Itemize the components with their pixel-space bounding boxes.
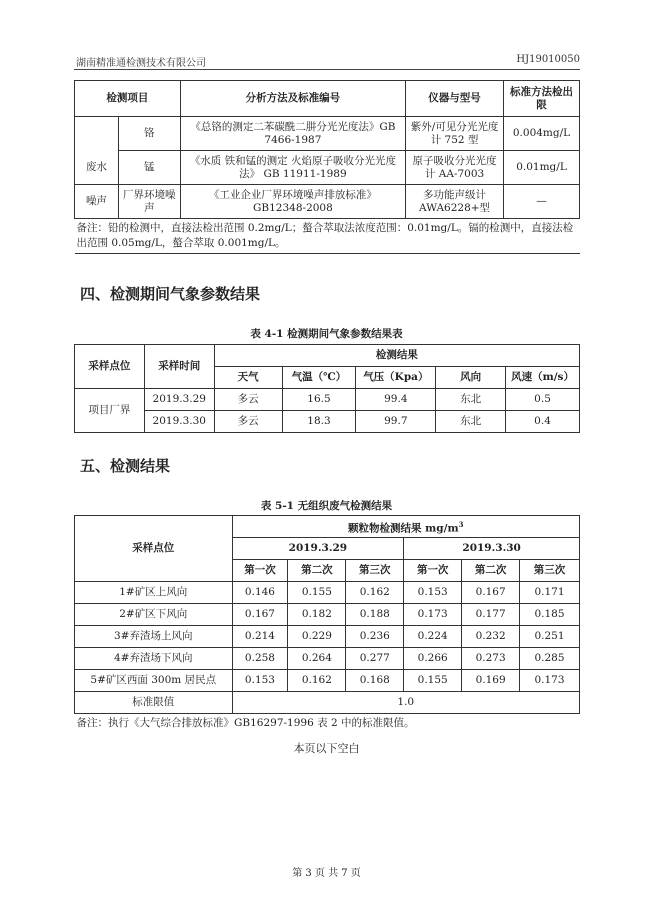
- value-cell: 0.153: [404, 582, 462, 604]
- th-time: 第三次: [520, 560, 580, 582]
- value-cell: 0.224: [404, 626, 462, 648]
- table-note: 备注：执行《大气综合排放标准》GB16297-1996 表 2 中的标准限值。: [75, 714, 580, 734]
- table-row: [75, 117, 580, 151]
- value-cell: 0.264: [288, 648, 346, 670]
- site-cell: 项目厂界: [75, 389, 145, 433]
- weather-cell: 多云: [214, 389, 282, 411]
- th-wind-speed: 风速（m/s）: [506, 367, 580, 389]
- th-item: 检测项目: [75, 81, 181, 117]
- table-row: [75, 389, 580, 411]
- value-cell: 0.173: [404, 604, 462, 626]
- th-time: 第三次: [346, 560, 404, 582]
- value-cell: 0.188: [346, 604, 404, 626]
- weather-cell: 多云: [214, 411, 282, 433]
- th-result: 颗粒物检测结果 $mg/m^3$: [232, 516, 580, 538]
- item-cell: 厂界环境噪声: [118, 185, 180, 219]
- value-cell: 0.153: [232, 670, 288, 692]
- table-note-row: [75, 219, 580, 254]
- value-cell: 0.182: [288, 604, 346, 626]
- value-cell: 0.171: [520, 582, 580, 604]
- value-cell: 0.273: [462, 648, 520, 670]
- table-row: [75, 670, 580, 692]
- value-cell: 0.155: [404, 670, 462, 692]
- value-cell: 0.258: [232, 648, 288, 670]
- th-limit: 标准方法检出限: [504, 81, 580, 117]
- wind-speed-cell: 0.4: [506, 411, 580, 433]
- weather-table: [74, 344, 580, 433]
- value-cell: 0.167: [462, 582, 520, 604]
- site-cell: 1#矿区上风向: [75, 582, 233, 604]
- th-pressure: 气压（Kpa）: [356, 367, 436, 389]
- page-footer: 第 3 页 共 7 页: [292, 868, 361, 879]
- dust-result-table: [74, 515, 580, 733]
- value-cell: 0.214: [232, 626, 288, 648]
- table-row: [75, 582, 580, 604]
- limit-cell: —: [504, 185, 580, 219]
- value-cell: 0.146: [232, 582, 288, 604]
- table-note: 备注：铅的检测中，直接法检出范围 0.2mg/L；螯合萃取法浓度范围：0.01mg/L。镉的检测中，直接法检出范围 0.05mg/L，螯合萃取 0.001mg/L。: [75, 219, 580, 254]
- th-time: 第一次: [404, 560, 462, 582]
- site-cell: 5#矿区西面 300m 居民点: [75, 670, 233, 692]
- date-cell: 2019.3.29: [144, 389, 214, 411]
- table-row: [75, 151, 580, 185]
- value-cell: 0.236: [346, 626, 404, 648]
- table-row: [75, 185, 580, 219]
- value-cell: 0.177: [462, 604, 520, 626]
- th-wind-dir: 风向: [436, 367, 506, 389]
- th-site: 采样点位: [75, 516, 233, 582]
- instrument-cell: 原子吸收分光光度计 AA-7003: [406, 151, 504, 185]
- table-note-row: [75, 714, 580, 734]
- header-divider: [74, 69, 580, 70]
- wind-dir-cell: 东北: [436, 389, 506, 411]
- table-caption: 表 5-1 无组织废气检测结果: [260, 500, 393, 512]
- wind-speed-cell: 0.5: [506, 389, 580, 411]
- item-cell: 锰: [118, 151, 180, 185]
- table-row: [75, 626, 580, 648]
- wind-dir-cell: 东北: [436, 411, 506, 433]
- th-temp: 气温（℃）: [282, 367, 356, 389]
- value-cell: 0.155: [288, 582, 346, 604]
- value-cell: 0.277: [346, 648, 404, 670]
- table-caption: 表 4-1 检测期间气象参数结果表: [250, 328, 403, 340]
- limit-value: 1.0: [232, 692, 580, 714]
- section-title: 五、检测结果: [80, 457, 171, 475]
- company-name: 湖南精准通检测技术有限公司: [76, 58, 206, 69]
- table-row: [75, 411, 580, 433]
- value-cell: 0.167: [232, 604, 288, 626]
- item-cell: 铬: [118, 117, 180, 151]
- value-cell: 0.232: [462, 626, 520, 648]
- method-cell: 《总铬的测定二苯碳酰二肼分光光度法》GB 7466-1987: [180, 117, 405, 151]
- th-method: 分析方法及标准编号: [180, 81, 405, 117]
- temp-cell: 18.3: [282, 411, 356, 433]
- temp-cell: 16.5: [282, 389, 356, 411]
- report-number: HJ19010050: [516, 54, 580, 65]
- method-cell: 《水质 铁和锰的测定 火焰原子吸收分光光度法》 GB 11911-1989: [180, 151, 405, 185]
- value-cell: 0.162: [346, 582, 404, 604]
- th-instrument: 仪器与型号: [406, 81, 504, 117]
- value-cell: 0.168: [346, 670, 404, 692]
- value-cell: 0.266: [404, 648, 462, 670]
- limit-label: 标准限值: [75, 692, 233, 714]
- section-title: 四、检测期间气象参数结果: [80, 285, 261, 303]
- th-time: 采样时间: [144, 345, 214, 389]
- site-cell: 2#矿区下风向: [75, 604, 233, 626]
- site-cell: 4#弃渣场下风向: [75, 648, 233, 670]
- th-date: 2019.3.29: [232, 538, 404, 560]
- table-row: [75, 648, 580, 670]
- value-cell: 0.169: [462, 670, 520, 692]
- th-time: 第二次: [288, 560, 346, 582]
- value-cell: 0.229: [288, 626, 346, 648]
- pressure-cell: 99.4: [356, 389, 436, 411]
- instrument-cell: 多功能声级计AWA6228+型: [406, 185, 504, 219]
- value-cell: 0.162: [288, 670, 346, 692]
- category-cell: 噪声: [75, 185, 119, 219]
- th-time: 第二次: [462, 560, 520, 582]
- value-cell: 0.251: [520, 626, 580, 648]
- limit-cell: 0.01mg/L: [504, 151, 580, 185]
- method-table: [74, 80, 580, 254]
- th-date: 2019.3.30: [404, 538, 580, 560]
- th-weather: 天气: [214, 367, 282, 389]
- instrument-cell: 紫外/可见分光光度计 752 型: [406, 117, 504, 151]
- blank-notice: 本页以下空白: [293, 742, 360, 755]
- limit-row: [75, 692, 580, 714]
- category-cell: 废水: [75, 117, 119, 185]
- method-cell: 《工业企业厂界环境噪声排放标准》GB12348-2008: [180, 185, 405, 219]
- site-cell: 3#弃渣场上风向: [75, 626, 233, 648]
- value-cell: 0.185: [520, 604, 580, 626]
- th-time: 第一次: [232, 560, 288, 582]
- pressure-cell: 99.7: [356, 411, 436, 433]
- th-site: 采样点位: [75, 345, 145, 389]
- value-cell: 0.173: [520, 670, 580, 692]
- date-cell: 2019.3.30: [144, 411, 214, 433]
- th-result: 检测结果: [214, 345, 579, 367]
- limit-cell: 0.004mg/L: [504, 117, 580, 151]
- value-cell: 0.285: [520, 648, 580, 670]
- table-row: [75, 604, 580, 626]
